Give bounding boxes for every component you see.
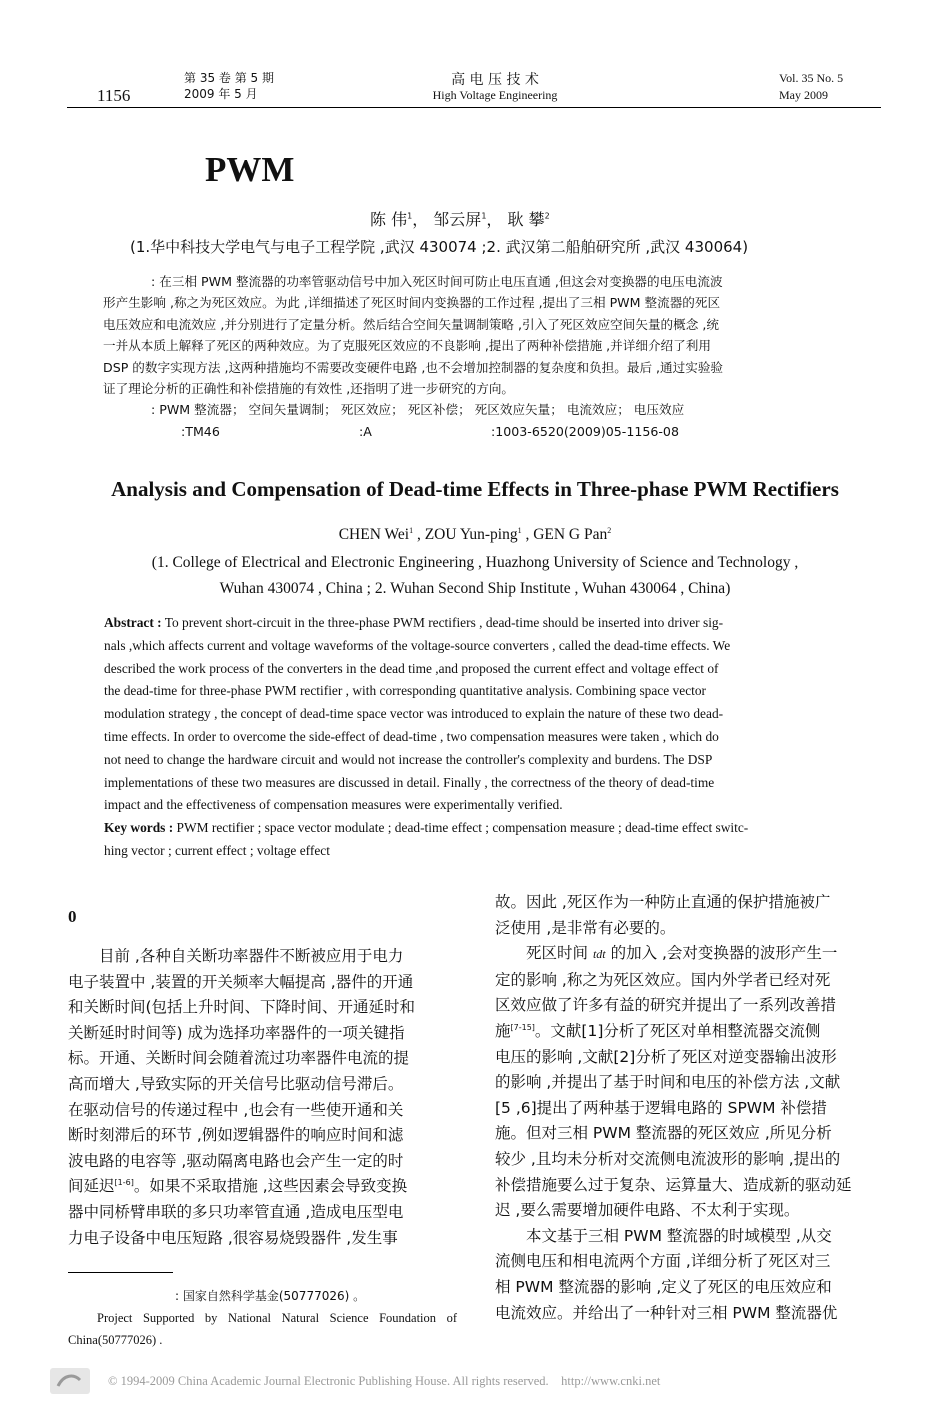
date-cn: 2009 年 5 月 [184,87,258,101]
body-line: 器中同桥臂串联的多只功率管直通 ,造成电压型电 [68,1202,404,1221]
body-line: 施。但对三相 PWM 整流器的死区效应 ,所见分析 [495,1124,832,1143]
clc-number: TM46 [185,423,220,439]
body-line: 补偿措施要么过于复杂、运算量大、造成新的驱动延 [495,1175,852,1194]
affiliation-en-line2: Wuhan 430074 , China ; 2. Wuhan Second Ship Institute , Wuhan 430064 , China) [219,580,731,597]
abstract-en-line: impact and the effectiveness of compensation measures were experimentally verified. [104,797,563,813]
abstract-en-line: modulation strategy , the concept of dead-time space vector was introduced to explain the nature of these two dead- [104,706,724,722]
author-en-2: ZOU Yun-ping [424,526,518,543]
title-cn: PWM [205,150,295,189]
body-line: 迟 ,要么需要增加硬件电路、不太利于实现。 [495,1201,800,1220]
abstract-en [104,612,852,863]
abstract-en-line: Abstract : To prevent short-circuit in the three-phase PWM rectifiers , dead-time should be inserted into driver sig- [104,615,724,630]
abstract-en-line: the dead-time for three-phase PWM rectifier , with corresponding quantitative analysis. Combining space vector [104,683,707,699]
affiliation-cn: (1.华中科技大学电气与电子工程学院 ,武汉 430074 ;2. 武汉第二船舶研究所 ,武汉 430064) [130,238,749,256]
abstract-en-line: time effects. In order to overcome the side-effect of dead-time , two compensation measures were taken , which do [104,728,719,744]
body-line: 定的影响 ,称之为死区效应。国内外学者已经对死 [495,970,831,989]
body-line: 故。因此 ,死区作为一种防止直通的保护措施被广 [495,893,831,911]
author-cn-1: 陈 伟 [370,210,408,229]
symbol-tdt: tdt [592,947,606,962]
section-heading: 0 [68,907,77,926]
abstract-en-line: described the work process of the converters in the dead time ,and proposed the current effect and voltage effect of [104,660,719,676]
body-line: 电流效应。并给出了一种针对三相 PWM 整流器优 [495,1303,838,1322]
body-line: 目前 ,各种自关断功率器件不断被应用于电力 [99,947,404,965]
body-line: 泛使用 ,是非常有必要的。 [495,918,676,937]
date-en: May 2009 [779,88,828,102]
author-cn-2: 邹云屏 [433,210,482,229]
body-line: 死区时间 tdt 的加入 ,会对变换器的波形产生一 [526,944,838,963]
abstract-label: Abstract : [104,615,162,630]
author-en-3: GEN G Pan [533,526,608,543]
body-line: 本文基于三相 PWM 整流器的时域模型 ,从交 [526,1226,832,1245]
body-line: 间延迟[1-6]。如果不采取措施 ,这些因素会导致变换 [68,1177,408,1196]
body-line: 的影响 ,并提出了基于时间和电压的补偿方法 ,文献 [495,1073,841,1092]
keywords-en-cont: hing vector ; current effect ; voltage effect [104,842,330,858]
footnote-fund-en-cont: China(50777026) . [68,1333,163,1347]
abstract-en-line: nals ,which affects current and voltage waveforms of the voltage-source converters , called the dead-time effects. We [104,637,731,653]
title-en: Analysis and Compensation of Dead-time Effects in Three-phase PWM Rectifiers [111,477,839,501]
abstract-en-line: not need to change the hardware circuit and would not increase the controller's complexity and burdens. The DSP [104,751,713,767]
cnki-logo-icon [50,1368,90,1394]
body-line: 施[7-15]。文献[1]分析了死区对单相整流器交流侧 [495,1021,821,1040]
document-code: A [363,423,372,439]
left-column [68,944,461,1251]
keywords-label: Key words : [104,820,174,836]
abstract-cn-line: 证了理论分析的正确性和补偿措施的有效性 ,还指明了进一步研究的方向。 [103,381,515,397]
abstract-cn-line: : 在三相 PWM 整流器的功率管驱动信号中加入死区时间可防止电压直通 ,但这会对变换器的电压电流波 [151,274,723,289]
body-line: 力电子设备中电压短路 ,很容易烧毁器件 ,发生事 [68,1228,398,1247]
abstract-cn-line: DSP 的数字实现方法 ,这两种措施均不需要改变硬件电路 ,也不会增加控制器的复杂度和负担。最后 ,通过实验验 [103,359,724,375]
body-line: 电子装置中 ,装置的开关频率大幅提高 ,器件的开通 [68,972,414,991]
cnki-logo [50,1368,90,1394]
copyright-footer: © 1994-2009 China Academic Journal Electronic Publishing House. All rights reserved. http://www.cnki.net [108,1374,661,1388]
right-column [495,890,887,1326]
body-line: 流侧电压和相电流两个方面 ,详细分析了死区对三 [495,1252,831,1271]
volume-en: Vol. 35 No. 5 [779,71,844,85]
keywords-en: Key words : PWM rectifier ; space vector modulate ; dead-time effect ; compensation measure ; dead-time effect switc- [104,820,749,836]
journal-title-en: High Voltage Engineering [432,88,558,102]
citation: [7-15] [510,1022,535,1032]
affiliation-en-line1: (1. College of Electrical and Electronic Engineering , Huazhong University of Science and Technology , [151,554,799,571]
authors-cn: 陈 伟$^1$， 邹云屏$^1$， 耿 攀$^2$ [370,210,550,229]
body-line: 标。开通、关断时间会随着流过功率器件电流的提 [68,1049,410,1068]
footnote-fund-cn: : 国家自然科学基金(50777026) 。 [175,1289,366,1303]
body-line: 电压的影响 ,文献[2]分析了死区对逆变器输出波形 [495,1047,837,1066]
article-id: 1003-6520(2009)05-1156-08 [495,423,679,439]
author-cn-3: 耿 攀 [507,210,545,229]
keywords-cn: : PWM 整流器； 空间矢量调制； 死区效应； 死区补偿； 死区效应矢量； 电流效应； 电压效应 [151,402,685,418]
body-line: 高而增大 ,导致实际的开关信号比驱动信号滞后。 [68,1074,404,1093]
volume-cn: 第 35 卷 第 5 期 [184,71,274,85]
citation: [1-6] [114,1178,134,1188]
abstract-en-line: implementations of these two measures are discussed in detail. Finally , the correctness of the theory of dead-time [104,774,715,790]
body-line: 区效应做了许多有益的研究并提出了一系列改善措 [495,996,837,1015]
body-line: [5 ,6]提出了两种基于逻辑电路的 SPWM 补偿措 [495,1098,827,1117]
header-rule [67,107,881,108]
footnote-fund-en: Project Supported by National Natural Science Foundation of [97,1311,457,1325]
body-line: 关断延时时间等) 成为选择功率器件的一项关键指 [68,1023,405,1042]
journal-title-cn: 高 电 压 技 术 [451,72,539,88]
body-line: 波电路的电容等 ,驱动隔离电路也会产生一定的时 [68,1151,404,1170]
body-line: 和关断时间(包括上升时间、下降时间、开通延时和 [68,998,416,1017]
abstract-cn-line: 电压效应和电流效应 ,并分别进行了定量分析。然后结合空间矢量调制策略 ,引入了死区效应空间矢量的概念 ,统 [103,316,719,332]
abstract-cn-line: 一并从本质上解释了死区的两种效应。为了克服死区效应的不良影响 ,提出了两种补偿措施 ,并详细介绍了利用 [103,338,711,354]
page-number: 1156 [97,86,131,105]
classification-line: :TM46 :A :1003-6520(2009)05-1156-08 [181,423,679,439]
footnote-rule [68,1272,173,1273]
body-line: 较少 ,且均未分析对交流侧电流波形的影响 ,提出的 [495,1149,841,1168]
body-line: 相 PWM 整流器的影响 ,定义了死区的电压效应和 [495,1277,832,1296]
abstract-cn-line: 形产生影响 ,称之为死区效应。为此 ,详细描述了死区时间内变换器的工作过程 ,提出了三相 PWM 整流器的死区 [103,295,721,311]
body-line: 在驱动信号的传递过程中 ,也会有一些使开通和关 [68,1100,404,1119]
author-en-1: CHEN Wei [338,526,410,543]
abstract-cn [103,271,851,442]
body-line: 断时刻滞后的环节 ,例如逻辑器件的响应时间和滤 [68,1126,404,1145]
authors-en: CHEN Wei$^1$ , ZOU Yun-ping$^1$ , GEN G Pan$^2$ [338,525,612,543]
